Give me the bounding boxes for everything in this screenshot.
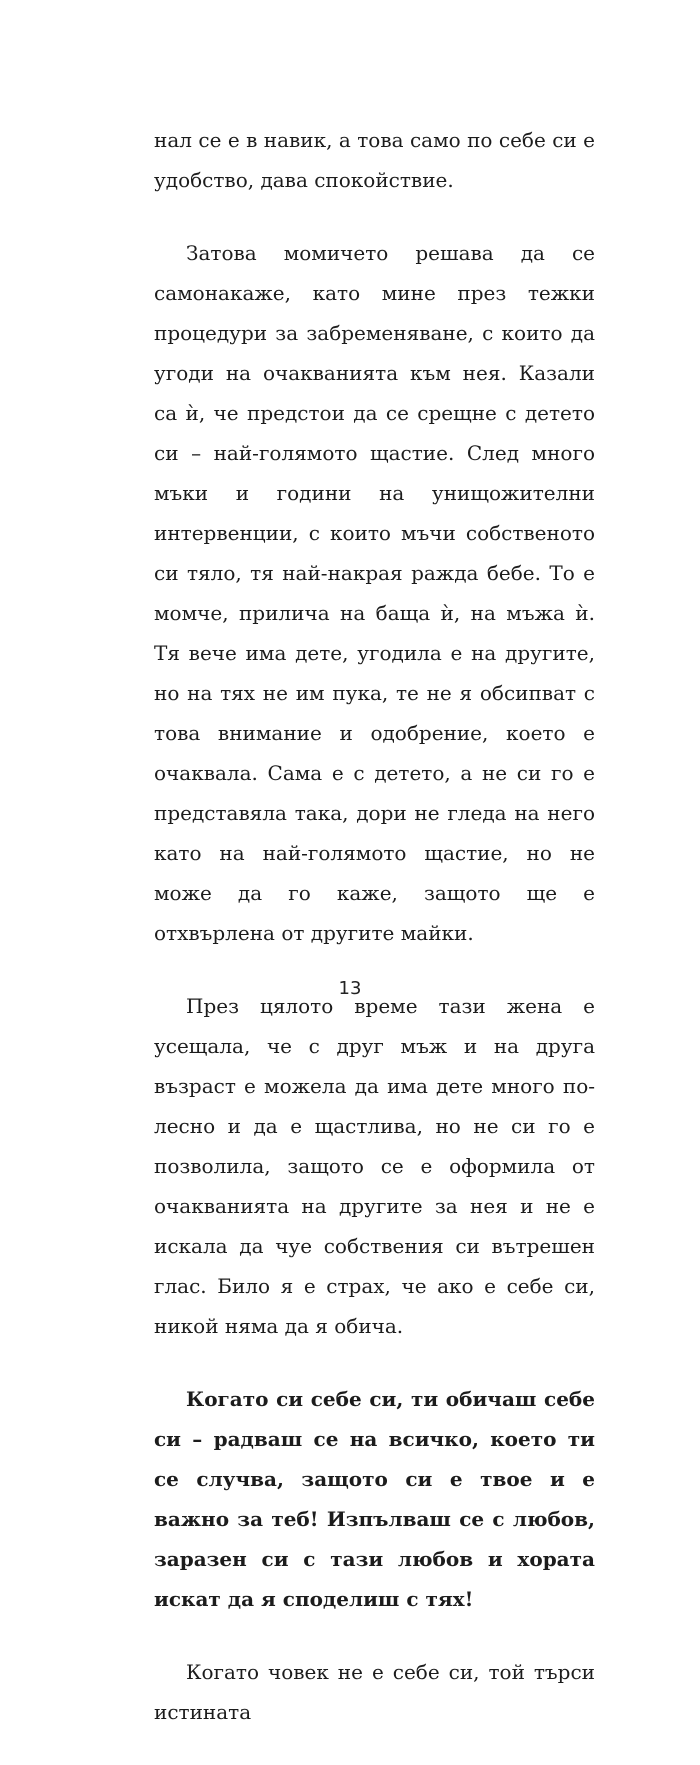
page-number: 13 bbox=[338, 978, 362, 999]
paragraph-bold-highlight: Когато си себе си, ти обичаш себе си – радваш се на всичко, което ти се случва, защото си е твое и е важно за теб! Изпълваш се с любов, заразен си с тази любов и хората искат да я споделиш с тях! bbox=[154, 1387, 595, 1611]
paragraph-girl-punishment: Затова момичето решава да се самонакаже, като мине през тежки процедури за забременяване, с които да угоди на очакванията към нея. Казали са ѝ, че предстои да се срещне с детето си – най-голямото щастие. След много мъки и години на унищожителни интервенции, с които мъчи собственото си тяло, тя най-накрая ражда бебе. То е момче, прилича на баща ѝ, на мъжа ѝ. Тя вече има дете, угодила е на другите, но на тях не им пука, те не я обсипват с това внимание и одобрение, което е очаквала. Сама е с детето, а не си го е представяла така, дори не гледа на него като на най-голямото щастие, но не може да го каже, защото ще е отхвърлена от другите майки. bbox=[154, 241, 595, 945]
paragraph-truth: Когато човек не е себе си, той търси истината bbox=[154, 1660, 595, 1724]
paragraph-continuation: нал се е в навик, а това само по себе си е удобство, дава спокойствие. bbox=[154, 128, 595, 192]
paragraph-woman-feeling: През цялото време тази жена е усещала, че с друг мъж и на друга възраст е можела да има дете много по-лесно и да е щастлива, но не си го е позволила, защото се е оформила от очакванията на другите за нея и не е искала да чуе собствения си вътрешен глас. Било я е страх, че ако е себе си, никой няма да я обича. bbox=[154, 994, 595, 1338]
page-body bbox=[154, 120, 595, 1765]
